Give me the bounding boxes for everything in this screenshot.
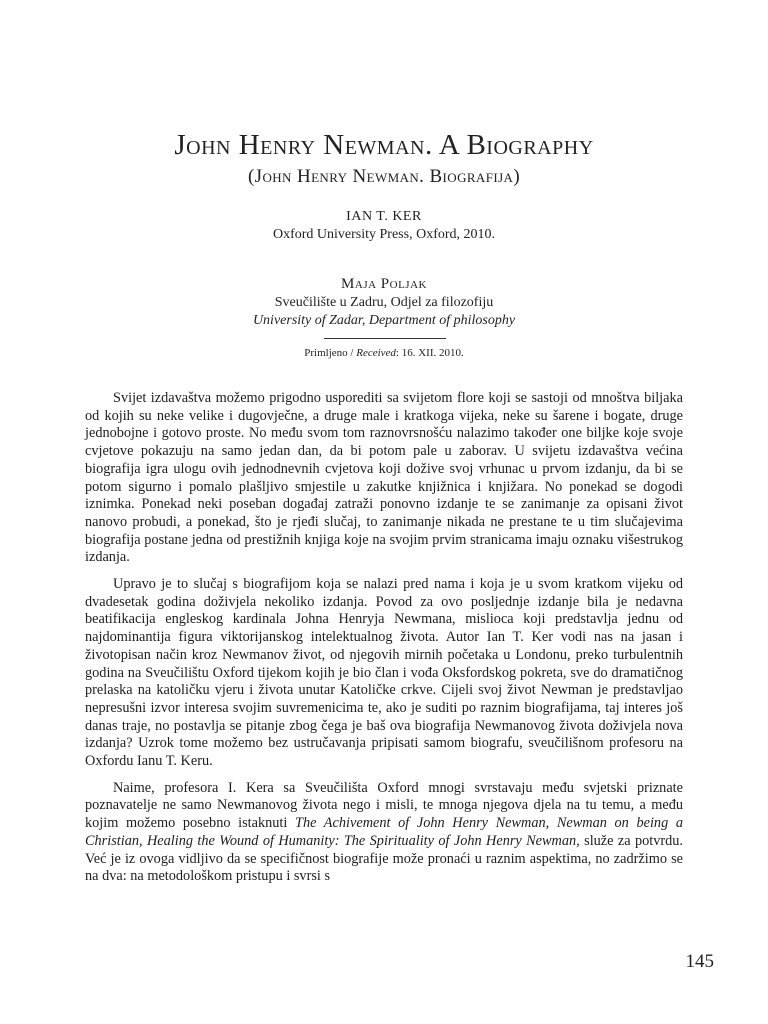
paragraph-3 [85, 780, 683, 886]
received-label-en: Received [356, 347, 396, 359]
reviewer-name: Maja Poljak [341, 276, 427, 292]
header-divider [324, 338, 446, 339]
paragraph-3-part-a: Naime, profesora I. Kera sa Sveučilišta Oxford mnogi svrstavaju među svjetski priznate poznavatelje ne samo Newmanovog života nego i misli, te mnoga njegova djela na tu temu, a među kojim možemo posebno istaknuti [85, 779, 683, 832]
reviewer-affiliation-en: University of Zadar, Department of philosophy [252, 313, 516, 328]
paragraph-2: Upravo je to slučaj s biografijom koja se nalazi pred nama i koja je u svom kratkom vijeku od dvadesetak godina doživjela nekoliko izdanja. Povod za ovo posljednje izdanje bila je nedavna beatifikacija engleskog kardinala Johna Henryja Newmana, mislioca koji predstavlja jednu od najdominantija figura viktorijanskog intelektualnog života. Autor Ian T. Ker vodi nas na jasan i životopisan način kroz Newmanov život, od njegovih mirnih početaka u Londonu, preko turbulentnih godina na Sveučilištu Oxford tijekom kojih je bio član i vođa Oksfordskog pokreta, sve do dramatičnog prelaska na katoličku vjeru i života unutar Katoličke crkve. Cijeli svoj život Newman je predstavljao nepresušni izvor interesa svojim suvremenicima te, ako je suditi po raznim biografijama, taj interes još danas traje, no postavlja se pitanje zbog čega je baš ova biografija Newmanovog života doživjela nova izdanja? Uzrok tome možemo bez ustručavanja pripisati samom biografu, sveučilišnom profesoru na Oxfordu Ianu T. Keru. [85, 576, 683, 770]
book-publisher: Oxford University Press, Oxford, 2010. [272, 227, 496, 242]
book-title: John Henry Newman. A Biography [174, 129, 594, 161]
page-number: 145 [685, 951, 714, 972]
review-body [85, 390, 683, 895]
book-subtitle: (John Henry Newman. Biografija) [247, 166, 521, 187]
received-date [0, 345, 768, 361]
book-author: IAN T. KER [346, 209, 422, 224]
paragraph-1: Svijet izdavaštva možemo prigodno usporediti sa svijetom flore koji se sastoji od mnoštva biljaka od kojih su neke velike i dugovječne, a druge male i kratkoga vijeka, neke su šarene i bogate, druge jednobojne i gotovo proste. No među svom tom raznovrsnošću nalazimo također one biljke koje svoje cvjetove pokazuju na samo jedan dan, da bi potom pale u zaborav. U svijetu izdavaštva većina biografija igra ulogu ovih jednodnevnih cvjetova koji dožive svoj vrhunac u prvom izdanju, da bi se potom sigurno i pomalo plašljivo smjestile u zakutke knjižnica i knjižara. No ponekad se dogodi iznimka. Ponekad neki poseban događaj zatraži ponovno izdanje te se zanimanje za opisani život nanovo probudi, a ponekad, što je rjeđi slučaj, to zanimanje nikada ne prestane te u tim slučajevima biografija postane jedna od prestižnih knjiga koje na svojim prvim stranicama imaju oznaku višestrukog izdanja. [85, 390, 683, 566]
paragraph-3-part-b: služe za potvrdu. Već je iz ovoga vidljivo da se specifičnost biografije može pronaći u raznim aspektima, no zadržimo se na dva: na metodološkom pristupu i svrsi s [85, 832, 683, 885]
paragraph-3-book-titles: The Achivement of John Henry Newman, Newman on being a Christian, Healing the Wound of Humanity: The Spirituality of John Henry Newman, [85, 815, 683, 849]
received-label-hr: Primljeno / [304, 347, 357, 359]
received-date-value: : 16. XII. 2010. [395, 347, 464, 359]
reviewer-affiliation-hr: Sveučilište u Zadru, Odjel za filozofiju [274, 295, 494, 310]
